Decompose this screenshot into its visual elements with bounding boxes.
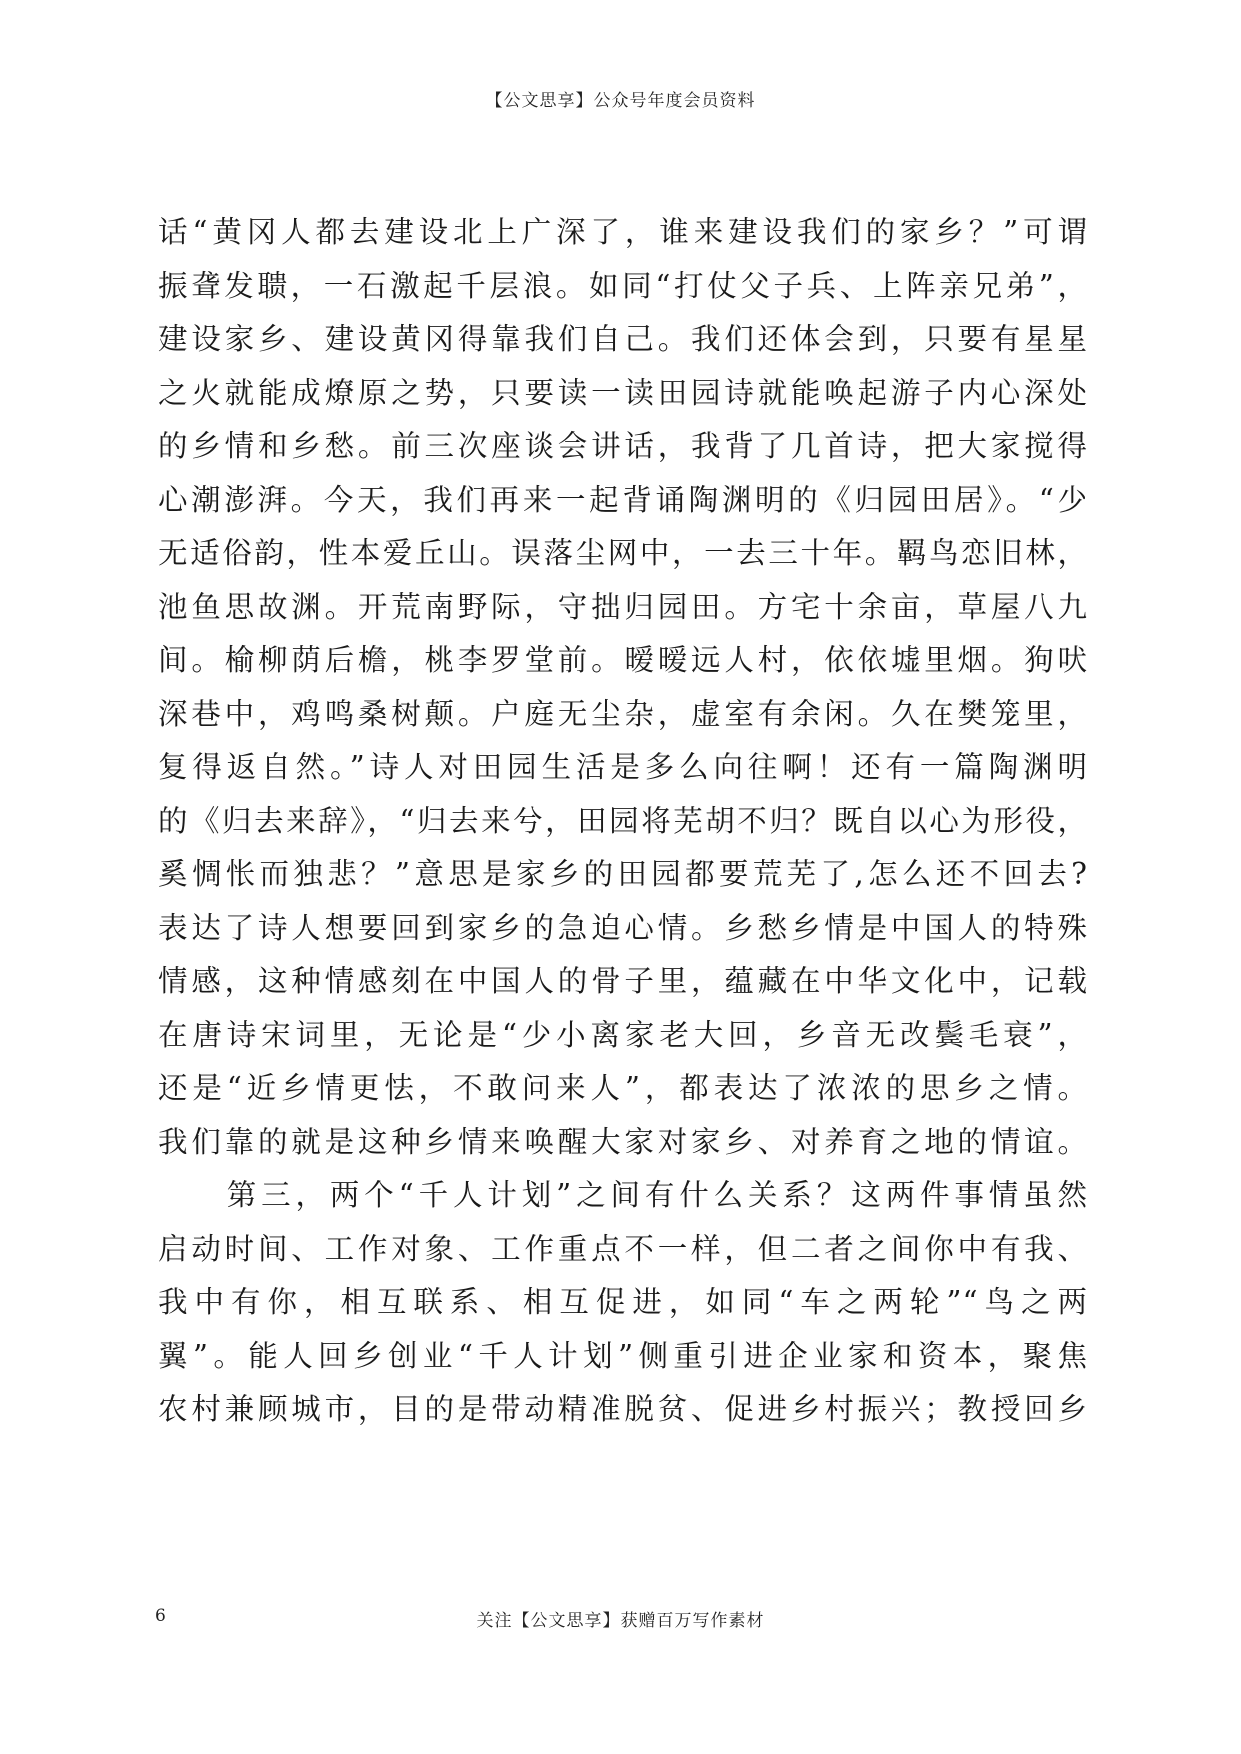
text-line: 间。榆柳荫后檐，桃李罗堂前。暧暧远人村，依依墟里烟。狗吠 — [158, 643, 1088, 677]
text-line: 深巷中，鸡鸣桑树颠。户庭无尘杂，虚室有余闲。久在樊笼里， — [158, 696, 1088, 731]
body-text — [158, 206, 1088, 1437]
text-line: 表达了诗人想要回到家乡的急迫心情。乡愁乡情是中国人的特殊 — [158, 910, 1088, 945]
text-line: 心潮澎湃。今天，我们再来一起背诵陶渊明的《归园田居》。“少 — [158, 482, 1088, 517]
page-footer: 关注【公文思享】获赠百万写作素材 — [476, 1611, 765, 1631]
text-line: 的《归去来辞》，“归去来兮，田园将芜胡不归？既自以心为形役， — [158, 803, 1088, 838]
text-line: 翼”。能人回乡创业“千人计划”侧重引进企业家和资本，聚焦 — [158, 1338, 1088, 1373]
text-line: 在唐诗宋词里，无论是“少小离家老大回，乡音无改鬓毛衰”， — [158, 1017, 1088, 1052]
text-line: 我中有你，相互联系、相互促进，如同“车之两轮”“鸟之两 — [158, 1285, 1088, 1319]
text-line: 之火就能成燎原之势，只要读一读田园诗就能唤起游子内心深处 — [158, 375, 1088, 410]
text-line: 话“黄冈人都去建设北上广深了，谁来建设我们的家乡？”可谓 — [158, 215, 1088, 249]
text-line: 的乡情和乡愁。前三次座谈会讲话，我背了几首诗，把大家搅得 — [158, 429, 1088, 463]
text-line: 无适俗韵，性本爱丘山。误落尘网中，一去三十年。羁鸟恋旧林， — [158, 536, 1088, 570]
text-line: 情感，这种情感刻在中国人的骨子里，蕴藏在中华文化中，记载 — [158, 964, 1088, 998]
text-line: 池鱼思故渊。开荒南野际，守拙归园田。方宅十余亩，草屋八九 — [158, 589, 1088, 624]
text-line: 复得返自然。”诗人对田园生活是多么向往啊！还有一篇陶渊明 — [158, 750, 1088, 784]
text-line: 第三，两个“千人计划”之间有什么关系？这两件事情虽然 — [158, 1178, 1088, 1212]
text-line: 启动时间、工作对象、工作重点不一样，但二者之间你中有我、 — [158, 1231, 1088, 1266]
text-line: 建设家乡、建设黄冈得靠我们自己。我们还体会到，只要有星星 — [158, 322, 1088, 356]
text-line: 振聋发聩，一石激起千层浪。如同“打仗父子兵、上阵亲兄弟”， — [158, 268, 1088, 303]
text-line: 还是“近乡情更怯，不敢问来人”，都表达了浓浓的思乡之情。 — [158, 1071, 1088, 1105]
page-header: 【公文思享】公众号年度会员资料 — [485, 91, 756, 111]
text-line: 我们靠的就是这种乡情来唤醒大家对家乡、对养育之地的情谊。 — [158, 1124, 1088, 1159]
page-number: 6 — [155, 1606, 166, 1626]
text-line: 奚惆怅而独悲？”意思是家乡的田园都要荒芜了,怎么还不回去? — [158, 857, 1088, 891]
text-line: 农村兼顾城市，目的是带动精准脱贫、促进乡村振兴；教授回乡 — [158, 1392, 1088, 1426]
